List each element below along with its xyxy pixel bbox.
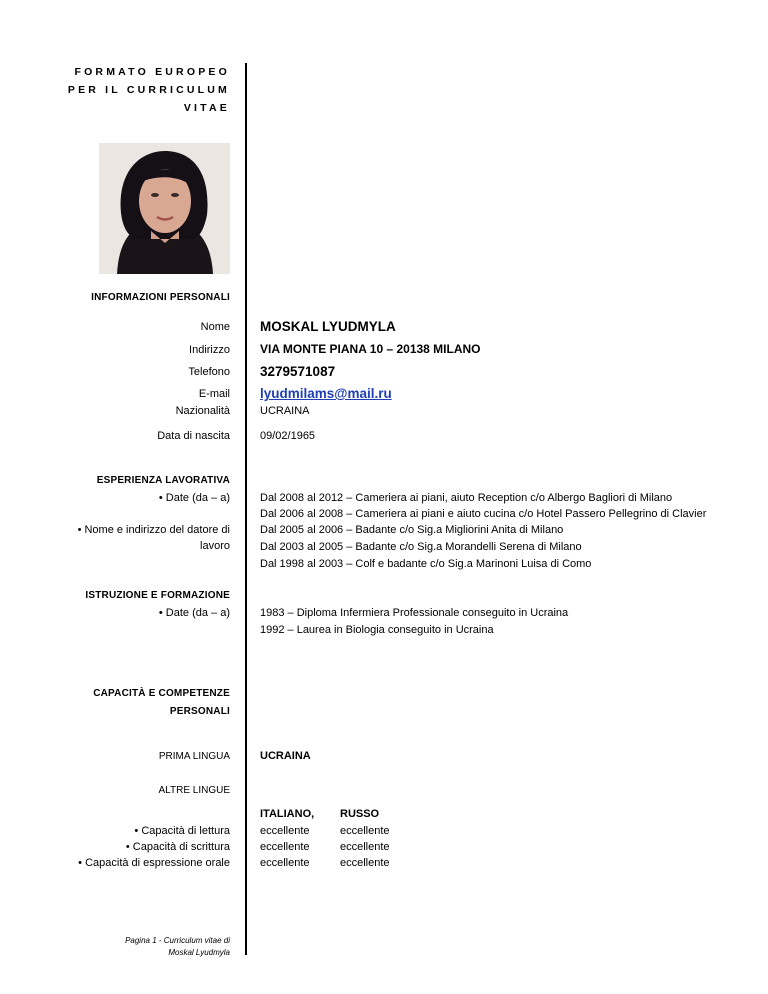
russian-reading-level: eccellente	[340, 825, 390, 837]
education-entry: 1992 – Laurea in Biologia conseguito in Ucraina	[260, 624, 494, 636]
footer-line-2: Moskal Lyudmyla	[168, 948, 230, 957]
email-label: E-mail	[198, 388, 230, 400]
address-value: VIA MONTE PIANA 10 – 20138 MILANO	[260, 342, 481, 356]
education-entry: 1983 – Diploma Infermiera Professionale conseguito in Ucraina	[260, 607, 569, 619]
page-footer	[125, 935, 230, 959]
section-work-experience: ESPERIENZA LAVORATIVA	[96, 475, 230, 486]
first-language-label: PRIMA LINGUA	[158, 751, 230, 762]
birth-date-value: 09/02/1965	[260, 430, 316, 442]
section-education: ISTRUZIONE E FORMAZIONE	[85, 590, 230, 601]
work-entry: Dal 2008 al 2012 – Cameriera ai piani, aiuto Reception c/o Albergo Bagliori di Milano	[260, 492, 673, 504]
first-language-value: UCRAINA	[260, 750, 311, 762]
italian-reading-level: eccellente	[260, 825, 310, 837]
section-personal-info: INFORMAZIONI PERSONALI	[91, 292, 230, 303]
reading-label: • Capacità di lettura	[134, 825, 230, 837]
italian-writing-level: eccellente	[260, 841, 310, 853]
email-link-text[interactable]: lyudmilams@mail.ru	[260, 386, 392, 401]
employer-label-line-2: lavoro	[200, 540, 230, 552]
cv-title-line-1: FORMATO EUROPEO	[74, 66, 230, 78]
work-entry: Dal 1998 al 2003 – Colf e badante c/o Sig.a Marinoni Luisa di Como	[260, 558, 592, 570]
profile-photo	[99, 143, 230, 274]
russian-speaking-level: eccellente	[340, 857, 390, 869]
work-entry: Dal 2006 al 2008 – Cameriera ai piani e aiuto cucina c/o Hotel Passero Pellegrino di Clavier	[260, 508, 707, 520]
address-label: Indirizzo	[189, 344, 230, 356]
birth-date-label: Data di nascita	[157, 430, 230, 442]
name-value: MOSKAL LYUDMYLA	[260, 319, 396, 334]
writing-label: • Capacità di scrittura	[125, 841, 230, 853]
cv-title-line-2: PER IL CURRICULUM	[67, 84, 230, 96]
work-entry: Dal 2003 al 2005 – Badante c/o Sig.a Morandelli Serena di Milano	[260, 541, 582, 553]
section-skills-line-1: CAPACITÀ E COMPETENZE	[93, 688, 230, 699]
employer-label-line-1: • Nome e indirizzo del datore di	[77, 524, 230, 536]
work-date-label: • Date (da – a)	[158, 492, 230, 504]
language-russian-header: RUSSO	[340, 808, 380, 820]
email-link[interactable]	[260, 386, 392, 401]
italian-speaking-level: eccellente	[260, 857, 310, 869]
footer-line-1: Pagina 1 - Curriculum vitae di	[125, 936, 230, 945]
education-date-label: • Date (da – a)	[158, 607, 230, 619]
work-entry: Dal 2005 al 2006 – Badante c/o Sig.a Migliorini Anita di Milano	[260, 524, 564, 536]
nationality-value: UCRAINA	[260, 405, 310, 417]
cv-title-line-3: VITAE	[183, 102, 230, 114]
other-languages-label: ALTRE LINGUE	[158, 785, 230, 796]
column-divider	[245, 63, 247, 955]
section-skills-line-2: PERSONALI	[169, 706, 230, 717]
phone-value: 3279571087	[260, 364, 336, 379]
phone-label: Telefono	[188, 366, 230, 378]
russian-writing-level: eccellente	[340, 841, 390, 853]
name-label: Nome	[200, 321, 230, 333]
speaking-label: • Capacità di espressione orale	[78, 857, 230, 869]
language-italian-header: ITALIANO,	[260, 808, 315, 820]
nationality-label: Nazionalità	[175, 405, 230, 417]
